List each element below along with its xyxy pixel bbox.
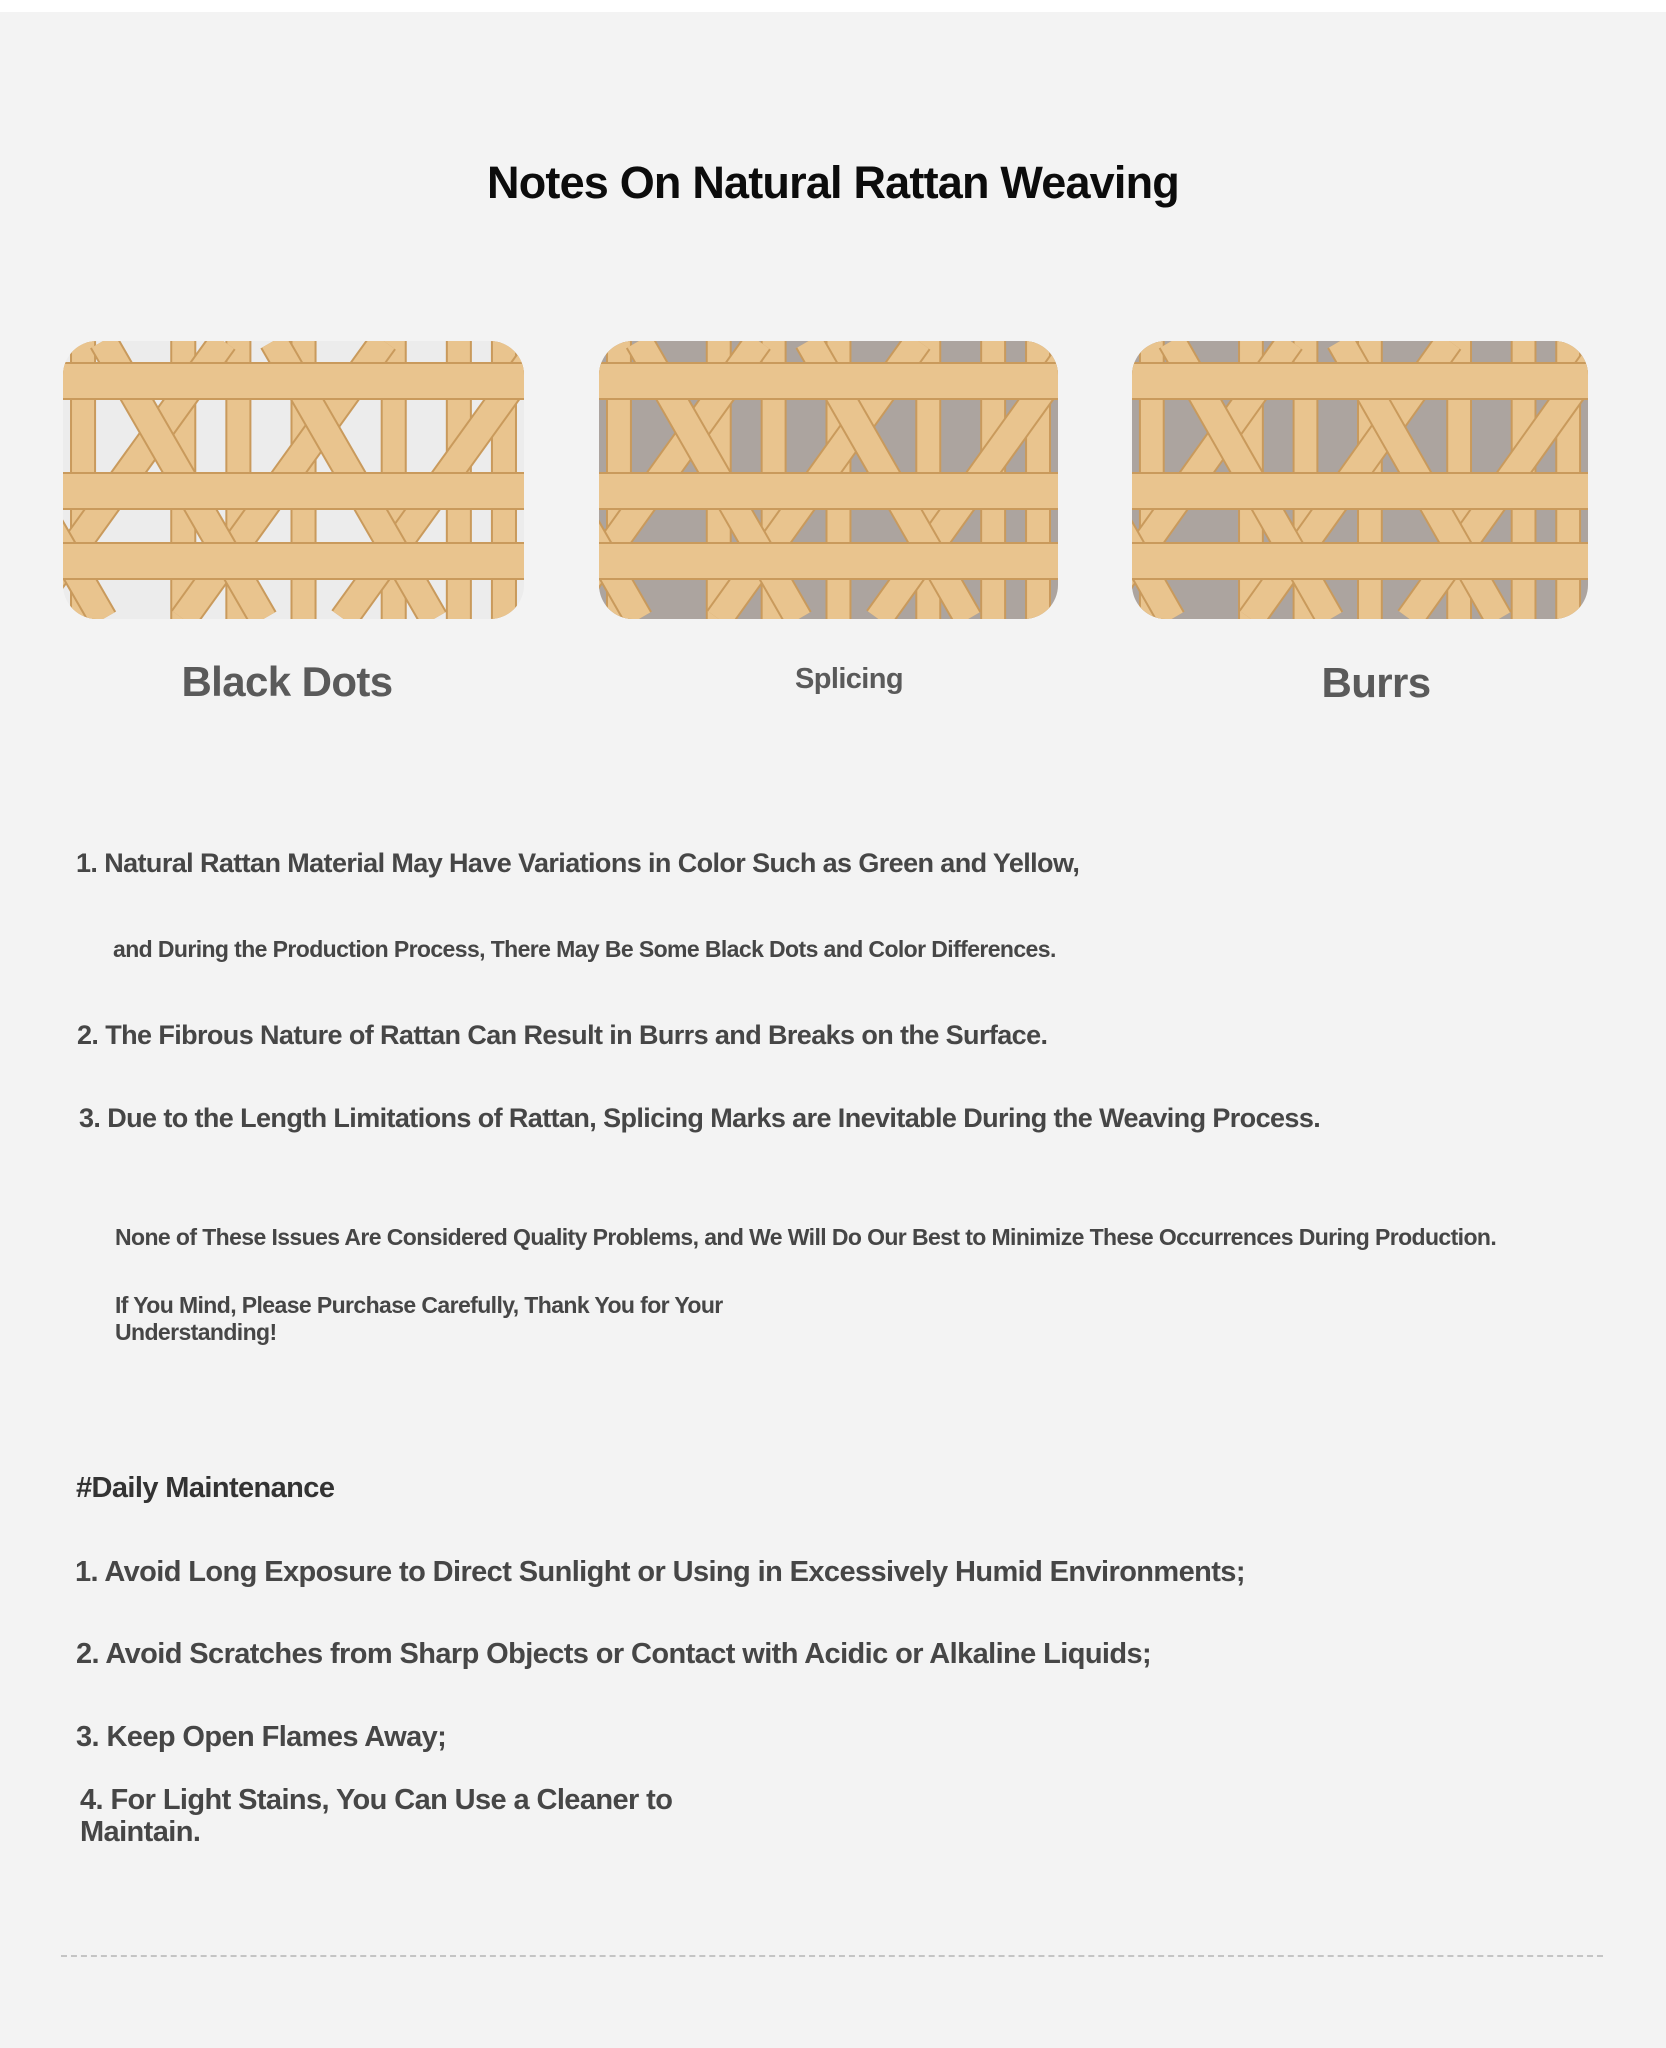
note-item-1: 1. Natural Rattan Material May Have Variations in Color Such as Green and Yellow, — [76, 848, 1080, 878]
note-item-2: 2. The Fibrous Nature of Rattan Can Result in Burrs and Breaks on the Surface. — [77, 1020, 1048, 1050]
label-splicing: Splicing — [795, 663, 903, 695]
maintenance-item-1: 1. Avoid Long Exposure to Direct Sunlight or Using in Excessively Humid Environments; — [75, 1556, 1245, 1588]
top-strip — [0, 0, 1666, 12]
note-item-3: 3. Due to the Length Limitations of Rattan, Splicing Marks are Inevitable During the Weaving Process. — [79, 1103, 1321, 1133]
maintenance-item-4: 4. For Light Stains, You Can Use a Cleaner to Maintain. — [80, 1784, 673, 1848]
splicing-image — [599, 341, 1058, 619]
thanks-text: If You Mind, Please Purchase Carefully, Thank You for Your Understanding! — [115, 1292, 723, 1345]
maintenance-item-3: 3. Keep Open Flames Away; — [76, 1721, 447, 1753]
page-title: Notes On Natural Rattan Weaving — [487, 157, 1179, 208]
disclaimer-text: None of These Issues Are Considered Quality Problems, and We Will Do Our Best to Minimize These Occurrences During Production. — [115, 1224, 1497, 1250]
maintenance-item-2: 2. Avoid Scratches from Sharp Objects or Contact with Acidic or Alkaline Liquids; — [76, 1638, 1152, 1670]
label-burrs: Burrs — [1321, 659, 1431, 706]
note-item-1-continued: and During the Production Process, There May Be Some Black Dots and Color Differences. — [113, 936, 1056, 962]
label-black-dots: Black Dots — [181, 658, 393, 705]
burrs-image — [1132, 341, 1588, 619]
rattan-weave-image — [63, 341, 524, 619]
rattan-weave-image — [1132, 341, 1588, 619]
rattan-weave-image — [599, 341, 1058, 619]
maintenance-heading: #Daily Maintenance — [76, 1472, 335, 1504]
black-dots-image — [63, 341, 524, 619]
divider — [61, 1955, 1603, 1957]
